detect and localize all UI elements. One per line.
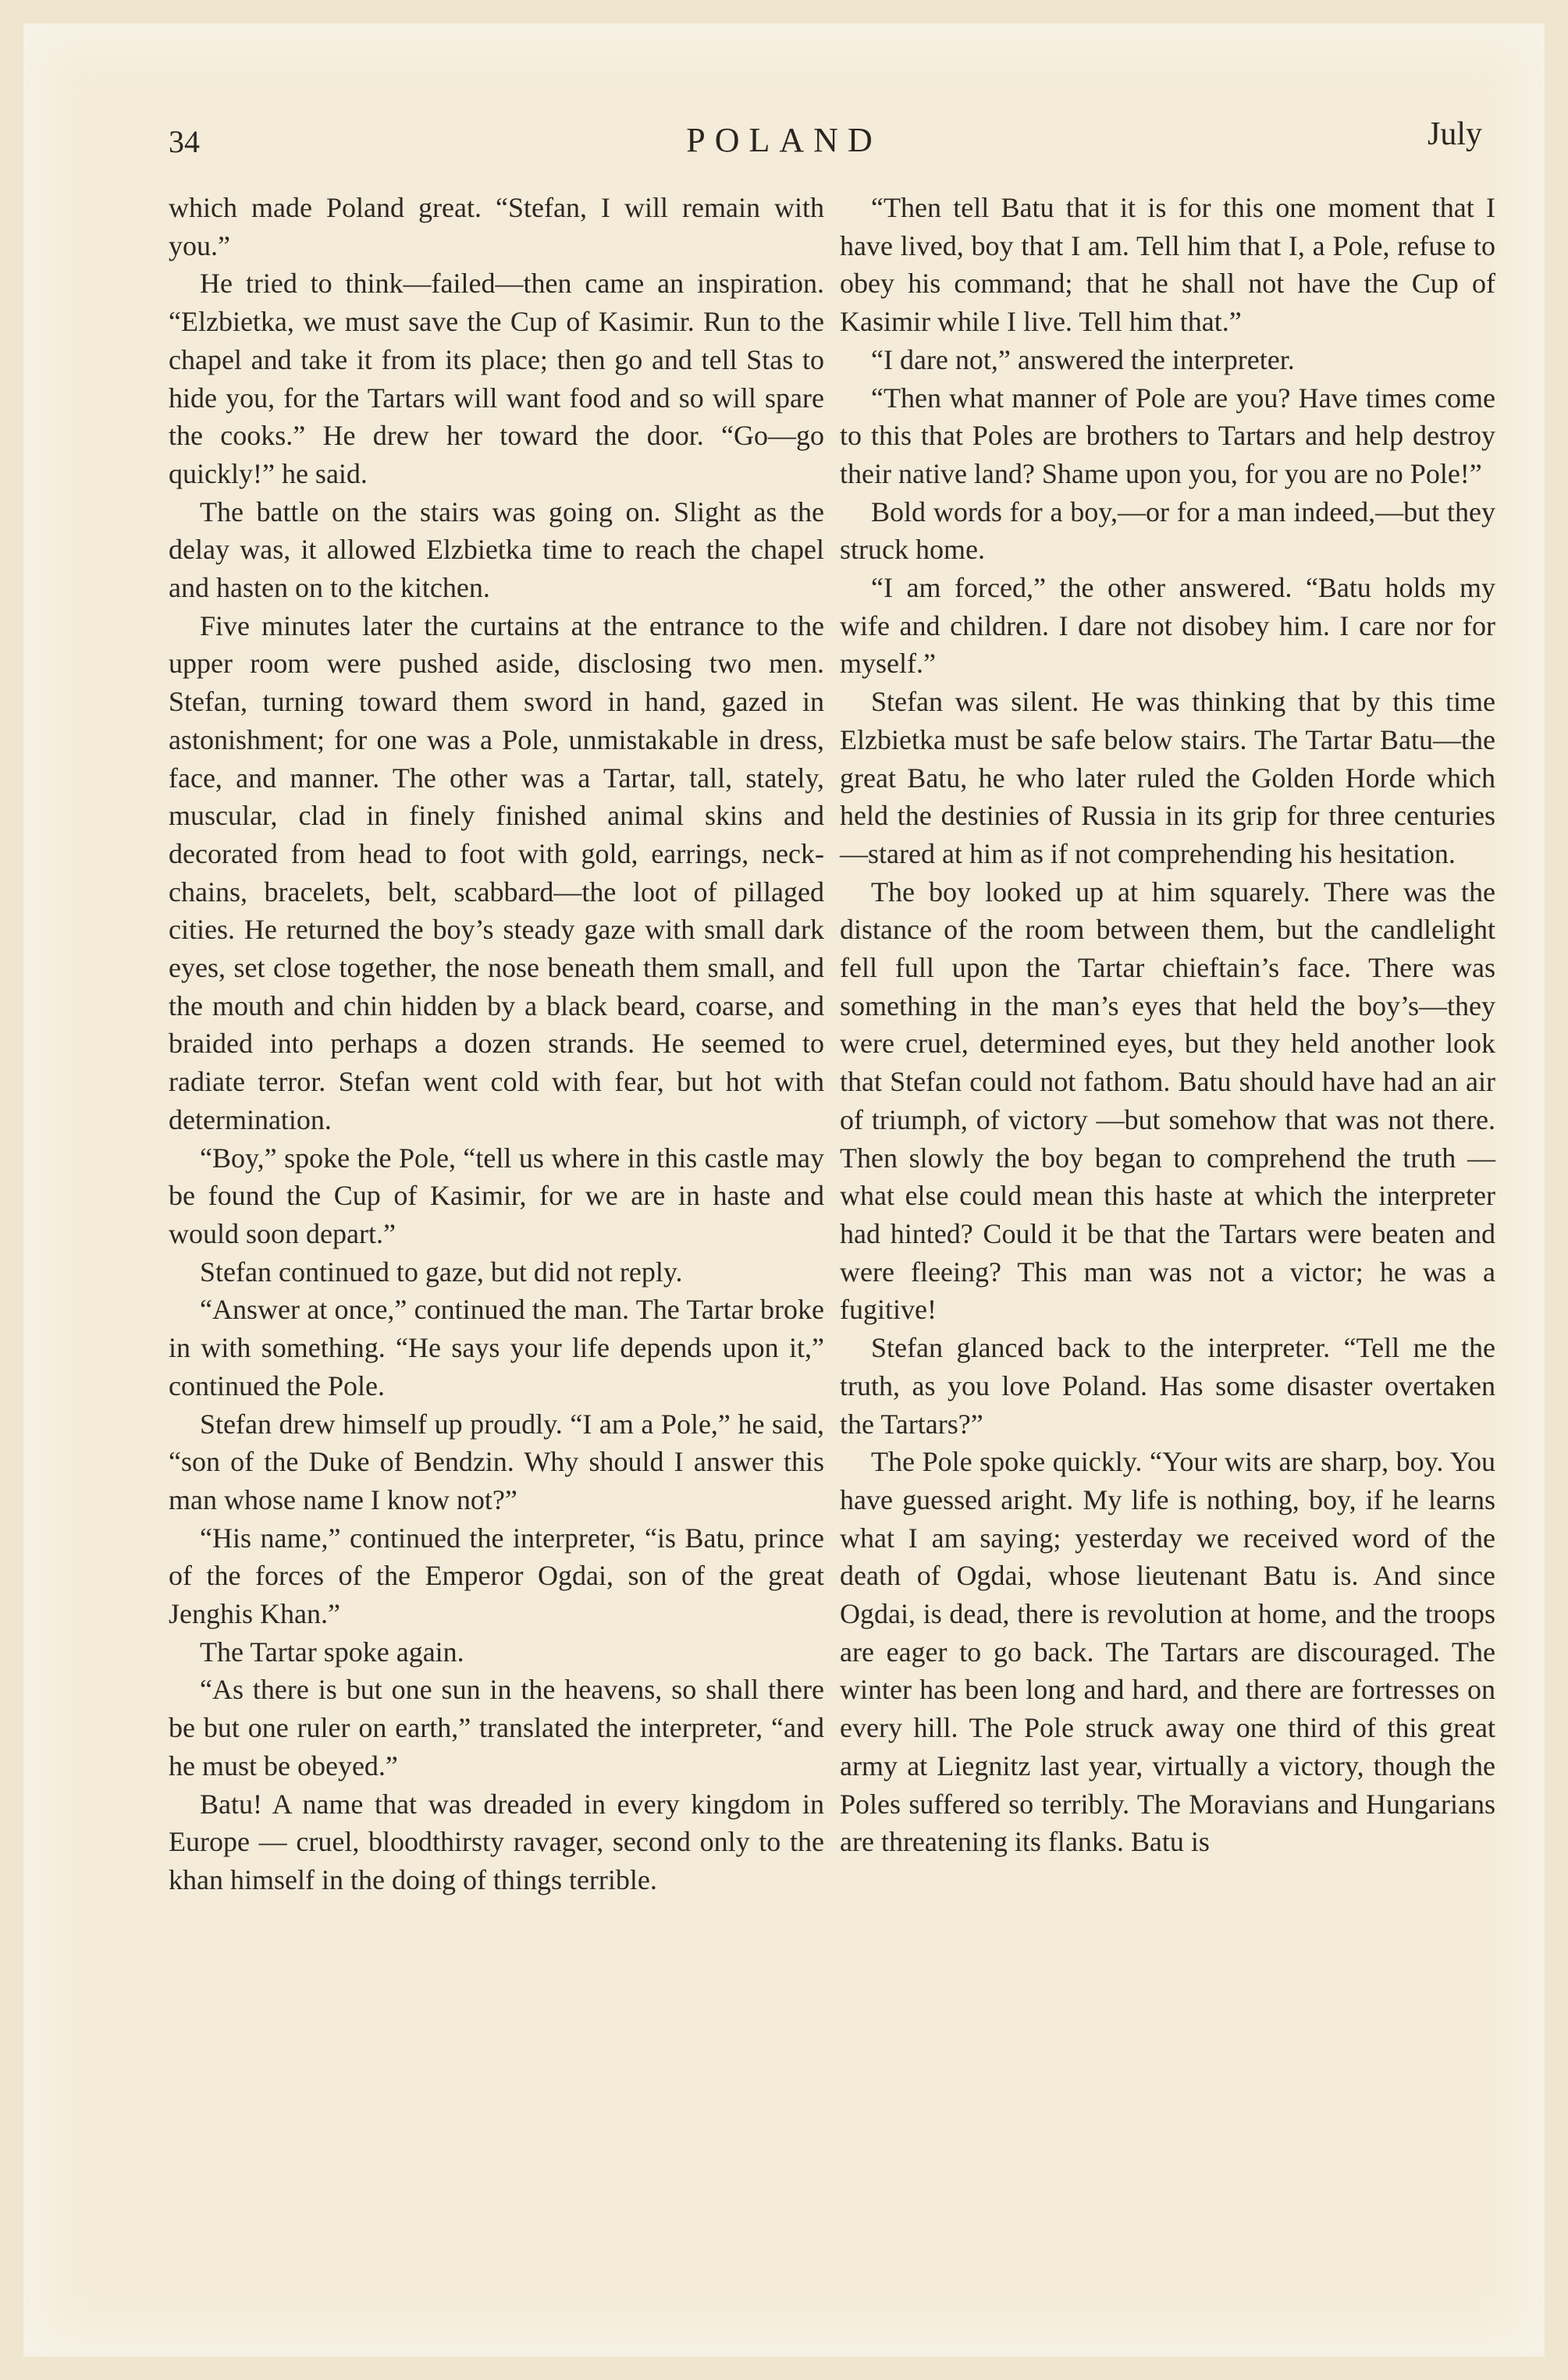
paragraph: Bold words for a boy,—or for a man indeed,—but they struck home. <box>840 496 1495 566</box>
paragraph: The Tartar spoke again. <box>200 1636 464 1668</box>
paragraph: “Then tell Batu that it is for this one moment that I have lived, boy that I am. Tell him that I, a Pole, refuse to obey his command; that he shall not have the Cup of Kasimir while I live. Tell him that.” <box>840 192 1495 338</box>
paragraph: “Boy,” spoke the Pole, “tell us where in this castle may be found the Cup of Kasimir, for we are in haste and would soon depart.” <box>169 1142 824 1249</box>
paragraph: Stefan was silent. He was thinking that by this time Elzbietka must be safe below stairs. The Tartar Batu—the great Batu, he who later ruled the Golden Horde which held the destinies of Russia in its grip for three centuries—stared at him as if not comprehending his hesitation. <box>840 686 1495 869</box>
left-column <box>169 189 824 1899</box>
paragraph: The Pole spoke quickly. “Your wits are sharp, boy. You have guessed aright. My life is nothing, boy, if he learns what I am saying; yesterday we received word of the death of Ogdai, whose lieutenant Batu is. And since Ogdai, is dead, there is revolution at home, and the troops are eager to go back. The Tartars are discouraged. The winter has been long and hard, and there are fortresses on every hill. The Pole struck away one third of this great army at Liegnitz last year, virtually a victory, though the Poles suffered so terribly. The Moravians and Hungarians are threatening its flanks. Batu is <box>840 1446 1495 1858</box>
paragraph: “Then what manner of Pole are you? Have times come to this that Poles are brothers to Tartars and help destroy their native land? Shame upon you, for you are no Pole!” <box>840 382 1495 489</box>
paragraph: “As there is but one sun in the heavens, so shall there be but one ruler on earth,” translated the interpreter, “and he must be obeyed.” <box>169 1674 824 1781</box>
paragraph: “I dare not,” answered the interpreter. <box>871 343 1295 375</box>
paragraph: which made Poland great. “Stefan, I will remain with you.” <box>169 192 824 261</box>
paragraph: Stefan continued to gaze, but did not reply. <box>200 1256 683 1288</box>
paragraph: Batu! A name that was dreaded in every kingdom in Europe — cruel, bloodthirsty ravager, second only to the khan himself in the doing of things terrible. <box>169 1788 824 1895</box>
paragraph: “His name,” continued the interpreter, “is Batu, prince of the forces of the Emperor Ogdai, son of the great Jenghis Khan.” <box>169 1522 824 1630</box>
paragraph: Stefan glanced back to the interpreter. “Tell me the truth, as you love Poland. Has some disaster overtaken the Tartars?” <box>840 1332 1495 1440</box>
right-column <box>840 189 1495 1861</box>
page-number: 34 <box>169 124 200 159</box>
magazine-title: POLAND <box>686 121 882 159</box>
paragraph: The battle on the stairs was going on. Slight as the delay was, it allowed Elzbietka time to reach the chapel and hasten on to the kitchen. <box>169 496 824 604</box>
paragraph: He tried to think—failed—then came an inspiration. “Elzbietka, we must save the Cup of Kasimir. Run to the chapel and take it from its place; then go and tell Stas to hide you, for the Tartars will want food and so will spare the cooks.” He drew her toward the door. “Go—go quickly!” he said. <box>169 268 824 489</box>
issue-month: July <box>1427 116 1482 152</box>
paragraph: “Answer at once,” continued the man. The Tartar broke in with something. “He says your life depends upon it,” continued the Pole. <box>169 1294 824 1401</box>
paragraph: Five minutes later the curtains at the entrance to the upper room were pushed aside, disclosing two men. Stefan, turning toward them sword in hand, gazed in astonishment; for one was a Pole, unmistakable in dress, face, and manner. The other was a Tartar, tall, stately, muscular, clad in finely finished animal skins and decorated from head to foot with gold, earrings, neck-chains, bracelets, belt, scabbard—the loot of pillaged cities. He returned the boy’s steady gaze with small dark eyes, set close together, the nose beneath them small, and the mouth and chin hidden by a black beard, coarse, and braided into perhaps a dozen strands. He seemed to radiate terror. Stefan went cold with fear, but hot with determination. <box>169 609 824 1135</box>
paragraph: “I am forced,” the other answered. “Batu holds my wife and children. I dare not disobey him. I care nor for myself.” <box>840 572 1495 680</box>
running-head <box>23 92 1545 159</box>
magazine-page <box>23 23 1545 2357</box>
paragraph: The boy looked up at him squarely. There was the distance of the room between them, but the candlelight fell full upon the Tartar chieftain’s face. There was something in the man’s eyes that held the boy’s—they were cruel, determined eyes, but they held another look that Stefan could not fathom. Batu should have had an air of triumph, of victory —but somehow that was not there. Then slowly the boy began to comprehend the truth —what else could mean this haste at which the interpreter had hinted? Could it be that the Tartars were beaten and were fleeing? This man was not a victor; he was a fugitive! <box>840 876 1495 1326</box>
paragraph: Stefan drew himself up proudly. “I am a Pole,” he said, “son of the Duke of Bendzin. Why should I answer this man whose name I know not?” <box>169 1408 824 1515</box>
